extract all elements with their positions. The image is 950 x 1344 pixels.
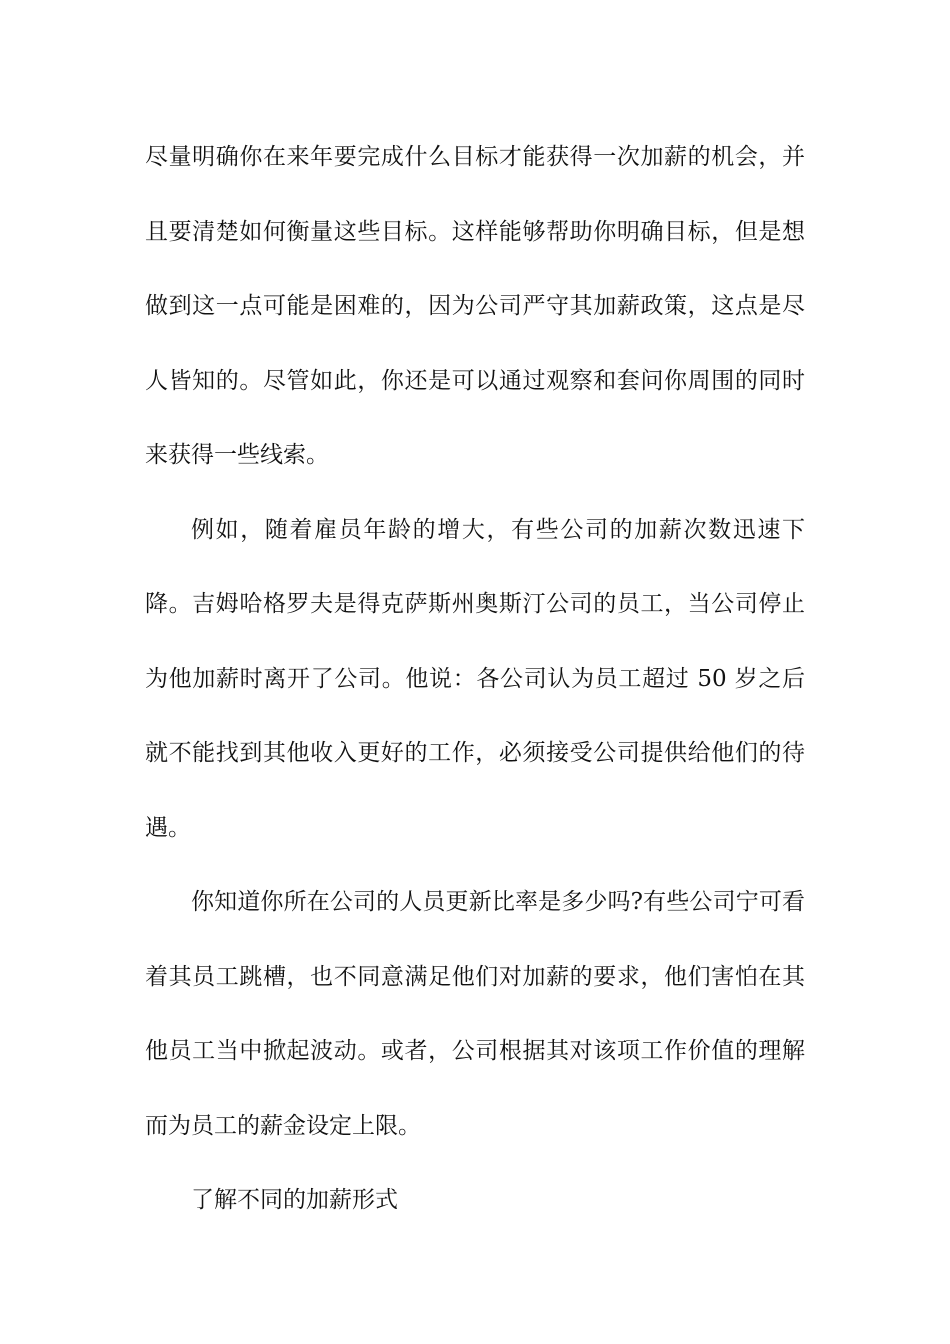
- paragraph-2: 例如，随着雇员年龄的增大，有些公司的加薪次数迅速下降。吉姆哈格罗夫是得克萨斯州奥斯汀公司的员工，当公司停止为他加薪时离开了公司。他说：各公司认为员工超过 50 岁之后就不能找到其他收入更好的工作，必须接受公司提供给他们的待遇。: [145, 516, 805, 841]
- document-body: [145, 120, 805, 1238]
- paragraph-1: 尽量明确你在来年要完成什么目标才能获得一次加薪的机会，并且要清楚如何衡量这些目标。这样能够帮助你明确目标，但是想做到这一点可能是困难的，因为公司严守其加薪政策，这点是尽人皆知的。尽管如此，你还是可以通过观察和套问你周围的同时来获得一些线索。: [145, 144, 805, 468]
- paragraph-3: 你知道你所在公司的人员更新比率是多少吗?有些公司宁可看着其员工跳槽，也不同意满足他们对加薪的要求，他们害怕在其他员工当中掀起波动。或者，公司根据其对该项工作价值的理解而为员工的薪金设定上限。: [145, 889, 805, 1139]
- section-heading: 了解不同的加薪形式: [191, 1187, 398, 1213]
